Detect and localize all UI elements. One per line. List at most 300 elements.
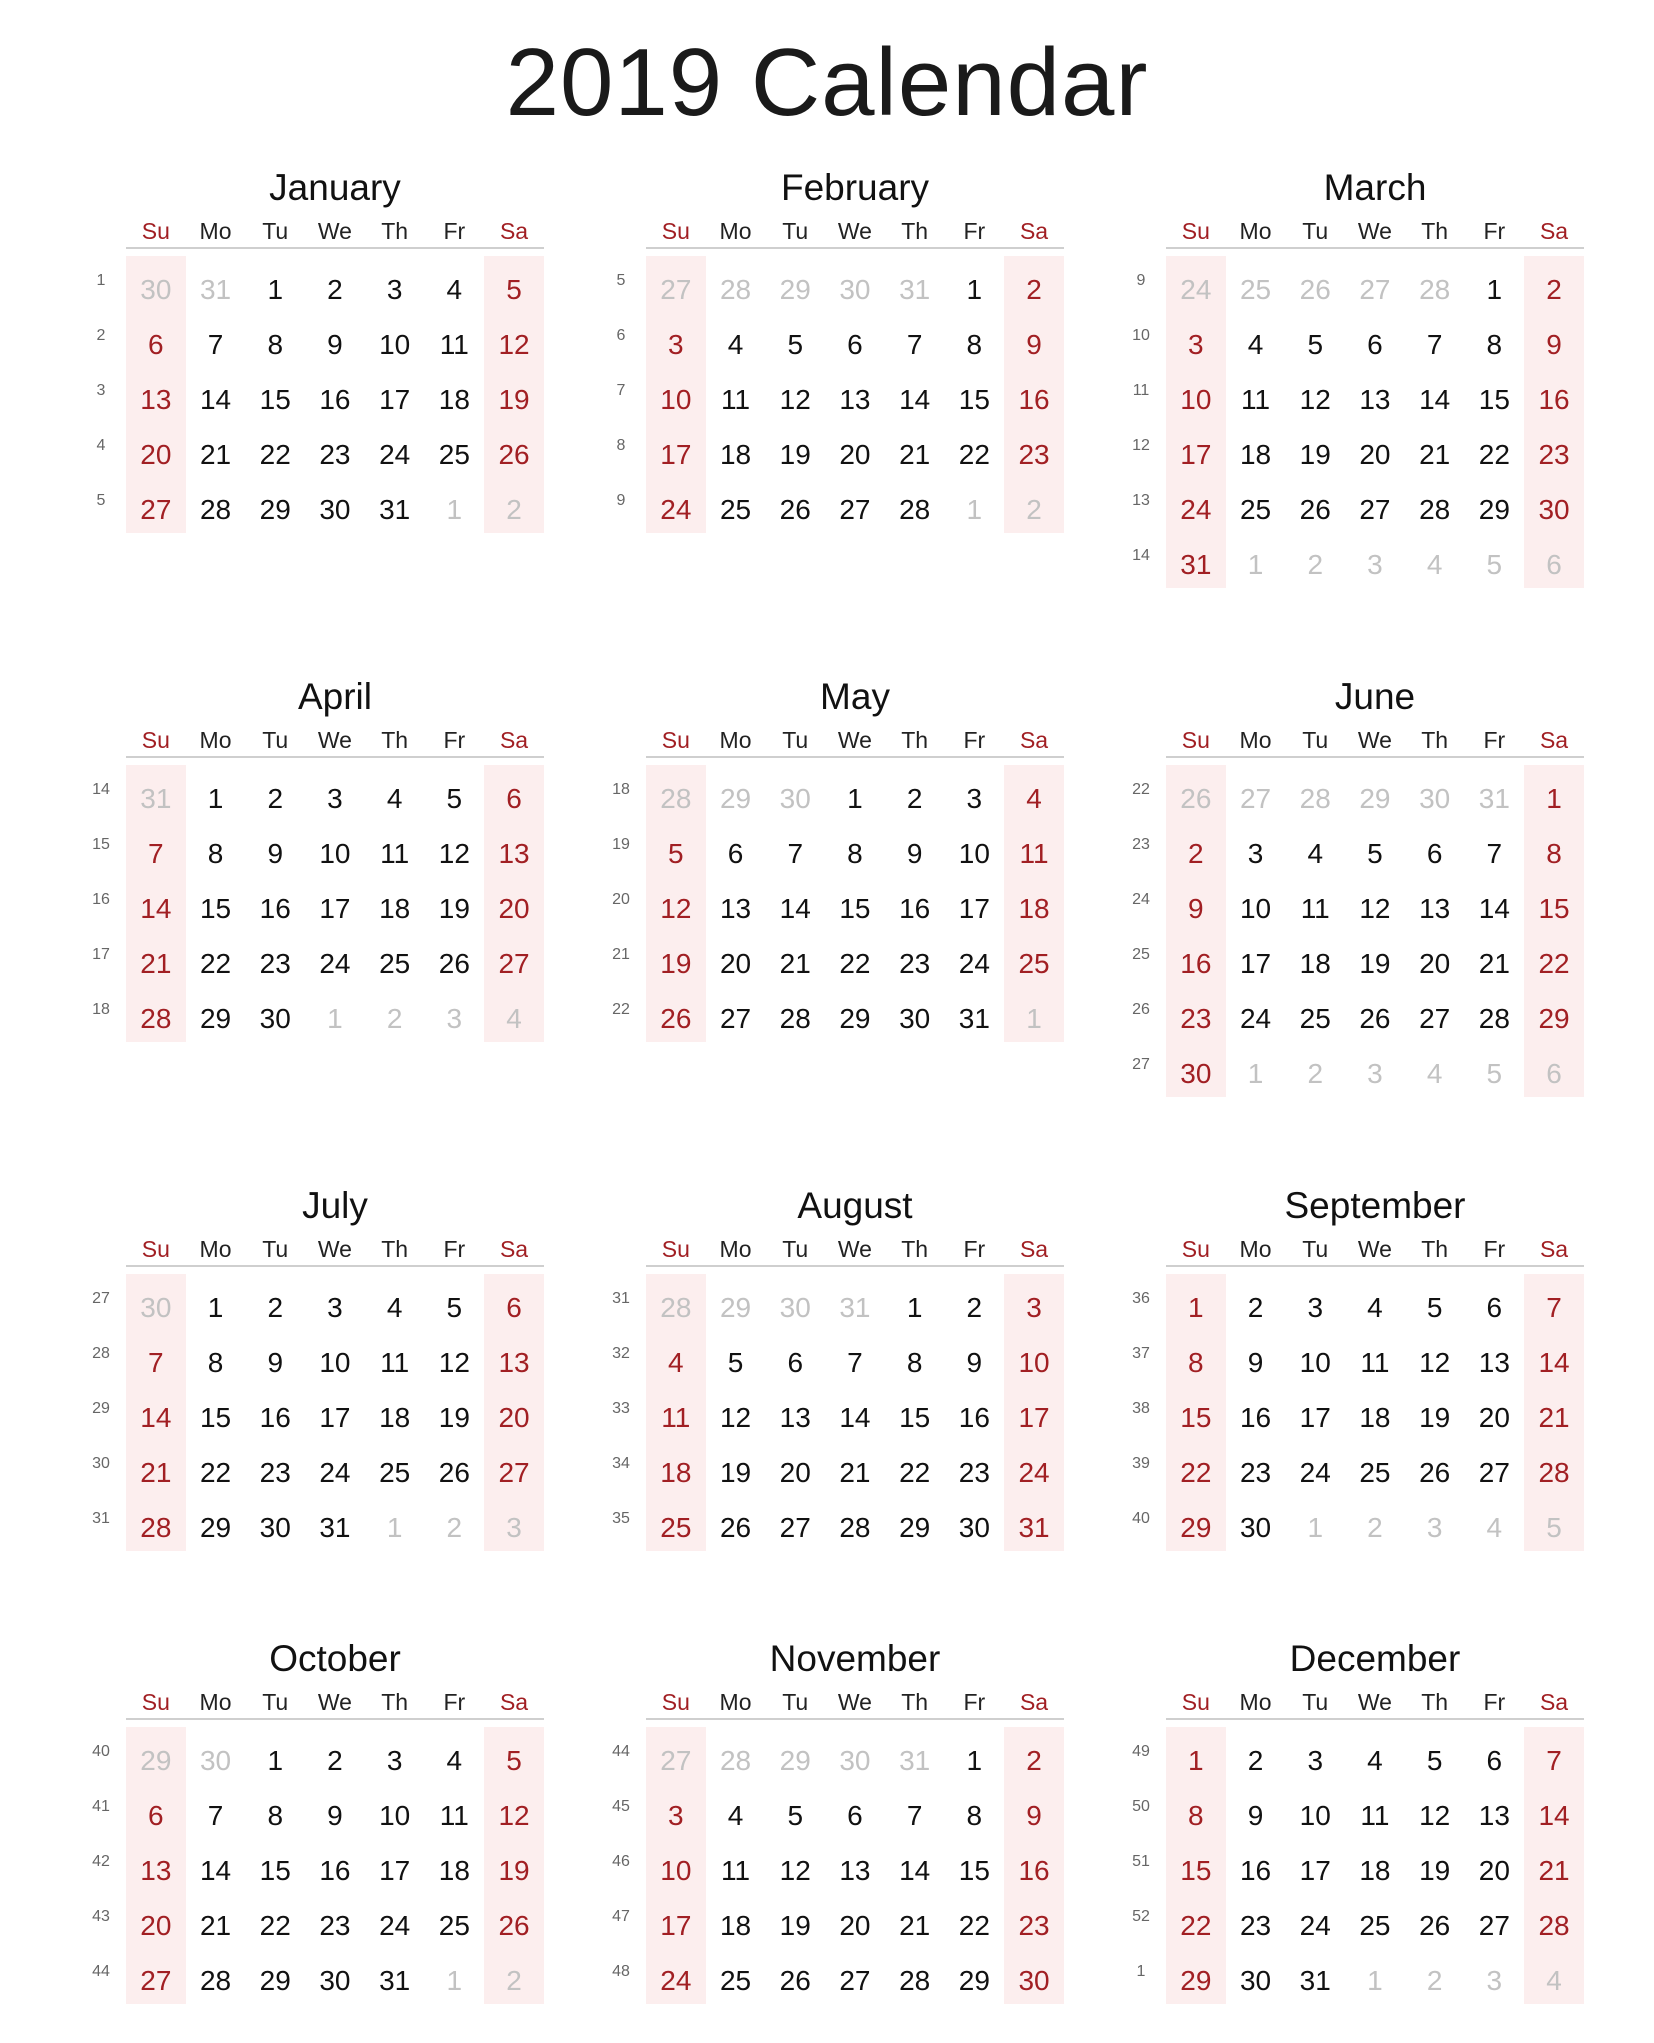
day-cell: 11 — [1240, 384, 1271, 415]
day-cell: 17 — [660, 1910, 692, 1941]
day-cell: 3 — [668, 329, 684, 360]
week-row — [606, 1953, 1066, 2009]
weekday-mo: Mo — [719, 1689, 752, 1715]
day-cell: 23 — [1239, 1910, 1272, 1941]
day-cell: 24 — [1018, 1457, 1050, 1488]
day-cell: 17 — [1180, 439, 1212, 470]
day-cell: 16 — [1180, 948, 1212, 979]
day-cell: 20 — [779, 1457, 811, 1488]
week-row — [86, 1843, 546, 1899]
day-cell: 29 — [899, 1512, 931, 1543]
day-cell: 8 — [966, 329, 983, 360]
day-cell: 7 — [148, 1347, 164, 1378]
week-number: 51 — [1132, 1853, 1150, 1870]
day-cell: 4 — [727, 329, 744, 360]
adjacent-month-day: 2 — [1026, 494, 1042, 525]
week-number: 48 — [612, 1963, 630, 1980]
weekday-tu: Tu — [262, 1236, 289, 1262]
day-cell: 4 — [1026, 783, 1042, 814]
adjacent-month-day: 5 — [1546, 1512, 1562, 1543]
day-cell: 6 — [148, 329, 164, 360]
week-number: 31 — [612, 1290, 630, 1307]
week-row — [606, 1390, 1066, 1446]
adjacent-month-day: 2 — [506, 1965, 522, 1996]
day-cell: 23 — [1018, 439, 1050, 470]
day-cell: 29 — [259, 1965, 291, 1996]
adjacent-month-day: 5 — [1486, 1058, 1503, 1089]
day-cell: 22 — [958, 1910, 990, 1941]
week-number: 18 — [92, 1001, 110, 1018]
day-cell: 5 — [787, 1800, 804, 1831]
day-cell: 14 — [899, 1855, 931, 1886]
day-cell: 7 — [207, 329, 224, 360]
week-row — [606, 1500, 1066, 1556]
day-cell: 19 — [498, 384, 530, 415]
adjacent-month-day: 3 — [1367, 1058, 1383, 1089]
day-cell: 25 — [379, 1457, 411, 1488]
day-cell: 6 — [148, 1800, 164, 1831]
day-cell: 29 — [259, 494, 291, 525]
adjacent-month-day: 2 — [1307, 1058, 1324, 1089]
day-cell: 18 — [660, 1457, 692, 1488]
day-cell: 28 — [839, 1512, 871, 1543]
day-cell: 8 — [267, 329, 284, 360]
day-cell: 11 — [380, 838, 410, 869]
day-cell: 5 — [668, 838, 684, 869]
day-cell: 18 — [1359, 1402, 1391, 1433]
day-cell: 23 — [1239, 1457, 1272, 1488]
week-row — [1126, 1898, 1586, 1954]
weekday-sa: Sa — [1539, 1236, 1569, 1262]
weekday-su: Su — [1181, 727, 1210, 753]
week-row — [606, 1280, 1066, 1336]
week-row — [86, 881, 546, 937]
week-number: 7 — [616, 382, 626, 399]
day-cell: 10 — [379, 1800, 411, 1831]
adjacent-month-day: 3 — [1367, 549, 1383, 580]
day-cell: 25 — [1359, 1457, 1391, 1488]
adjacent-month-day: 28 — [719, 1745, 752, 1776]
week-row — [606, 771, 1066, 827]
week-number: 18 — [612, 781, 630, 798]
day-cell: 13 — [1478, 1800, 1510, 1831]
adjacent-month-day: 24 — [1180, 274, 1212, 305]
day-cell: 24 — [660, 1965, 692, 1996]
day-cell: 25 — [1018, 948, 1050, 979]
day-cell: 17 — [1299, 1402, 1331, 1433]
week-row — [1126, 881, 1586, 937]
adjacent-month-day: 4 — [1546, 1965, 1562, 1996]
day-cell: 23 — [958, 1457, 990, 1488]
day-cell: 2 — [1247, 1292, 1264, 1323]
week-number: 32 — [612, 1345, 630, 1362]
weekday-header-row — [646, 215, 1064, 249]
day-cell: 9 — [1026, 1800, 1042, 1831]
week-number: 47 — [612, 1908, 630, 1925]
week-row — [1126, 1843, 1586, 1899]
week-row — [86, 482, 546, 538]
day-cell: 28 — [140, 1003, 172, 1034]
week-number: 1 — [1136, 1963, 1146, 1980]
weekday-tu: Tu — [1302, 1236, 1329, 1262]
day-cell: 18 — [438, 1855, 470, 1886]
week-row — [1126, 1445, 1586, 1501]
adjacent-month-day: 31 — [199, 274, 232, 305]
day-cell: 26 — [1419, 1910, 1451, 1941]
adjacent-month-day: 28 — [660, 783, 692, 814]
day-cell: 12 — [1299, 384, 1331, 415]
day-cell: 21 — [779, 948, 811, 979]
week-number: 39 — [1132, 1455, 1150, 1472]
week-number: 6 — [616, 327, 626, 344]
day-cell: 30 — [958, 1512, 990, 1543]
adjacent-month-day: 1 — [966, 494, 983, 525]
week-number: 25 — [1132, 946, 1150, 963]
day-cell: 16 — [319, 384, 351, 415]
day-cell: 25 — [438, 1910, 470, 1941]
day-cell: 12 — [660, 893, 692, 924]
day-cell: 27 — [839, 494, 871, 525]
day-cell: 27 — [1478, 1457, 1510, 1488]
weekday-we: We — [837, 218, 872, 244]
day-cell: 4 — [386, 783, 403, 814]
day-cell: 15 — [259, 384, 291, 415]
day-cell: 8 — [1188, 1347, 1204, 1378]
week-number: 33 — [612, 1400, 630, 1417]
day-cell: 19 — [719, 1457, 752, 1488]
weekday-sa: Sa — [1539, 1689, 1569, 1715]
day-cell: 17 — [379, 1855, 411, 1886]
day-cell: 22 — [1180, 1910, 1212, 1941]
day-cell: 11 — [1300, 893, 1330, 924]
day-cell: 2 — [1026, 274, 1042, 305]
adjacent-month-day: 30 — [839, 274, 871, 305]
day-cell: 27 — [1478, 1910, 1510, 1941]
day-cell: 31 — [379, 1965, 411, 1996]
weekday-th: Th — [381, 1689, 409, 1715]
day-cell: 13 — [839, 384, 871, 415]
day-cell: 1 — [207, 783, 224, 814]
week-number: 27 — [1132, 1056, 1150, 1073]
day-cell: 30 — [259, 1512, 291, 1543]
day-cell: 27 — [1359, 494, 1391, 525]
week-number: 5 — [96, 492, 106, 509]
weekday-th: Th — [381, 1236, 409, 1262]
day-cell: 13 — [140, 384, 172, 415]
week-row — [606, 1843, 1066, 1899]
week-number: 22 — [1132, 781, 1150, 798]
day-cell: 1 — [1188, 1745, 1204, 1776]
day-cell: 15 — [1478, 384, 1510, 415]
week-number: 36 — [1132, 1290, 1150, 1307]
day-cell: 5 — [1307, 329, 1324, 360]
day-cell: 10 — [958, 838, 990, 869]
week-row — [86, 936, 546, 992]
day-cell: 9 — [327, 1800, 343, 1831]
week-number: 15 — [92, 836, 110, 853]
day-cell: 22 — [1538, 948, 1570, 979]
day-cell: 1 — [966, 274, 983, 305]
day-cell: 7 — [906, 1800, 923, 1831]
adjacent-month-day: 1 — [1307, 1512, 1324, 1543]
weekday-sa: Sa — [499, 218, 529, 244]
day-cell: 28 — [899, 494, 931, 525]
day-cell: 23 — [1180, 1003, 1212, 1034]
day-cell: 19 — [498, 1855, 530, 1886]
adjacent-month-day: 27 — [660, 1745, 692, 1776]
day-cell: 26 — [779, 494, 811, 525]
weekday-header-row — [646, 1686, 1064, 1720]
day-cell: 22 — [259, 1910, 291, 1941]
adjacent-month-day: 31 — [899, 1745, 931, 1776]
weekday-th: Th — [381, 218, 409, 244]
week-number: 9 — [1136, 272, 1146, 289]
month-title: January — [269, 167, 401, 208]
week-number: 29 — [92, 1400, 110, 1417]
week-row — [86, 1445, 546, 1501]
day-cell: 7 — [847, 1347, 863, 1378]
day-cell: 8 — [906, 1347, 923, 1378]
adjacent-month-day: 28 — [660, 1292, 692, 1323]
weekday-header-row — [126, 1233, 544, 1267]
week-number: 35 — [612, 1510, 630, 1527]
day-cell: 15 — [899, 1402, 931, 1433]
day-cell: 19 — [1419, 1402, 1451, 1433]
week-number: 46 — [612, 1853, 630, 1870]
adjacent-month-day: 3 — [506, 1512, 522, 1543]
day-cell: 14 — [1478, 893, 1510, 924]
week-row — [1126, 427, 1586, 483]
day-cell: 15 — [1180, 1402, 1212, 1433]
weekday-mo: Mo — [1239, 727, 1272, 753]
month-title: June — [1334, 676, 1416, 717]
day-cell: 11 — [439, 1800, 469, 1831]
weekday-mo: Mo — [199, 727, 232, 753]
day-cell: 21 — [1538, 1855, 1570, 1886]
day-cell: 18 — [379, 893, 411, 924]
weekday-we: We — [837, 1689, 872, 1715]
day-cell: 22 — [899, 1457, 931, 1488]
day-cell: 17 — [319, 893, 351, 924]
weekday-we: We — [1357, 1689, 1392, 1715]
day-cell: 30 — [1018, 1965, 1050, 1996]
day-cell: 22 — [1180, 1457, 1212, 1488]
week-row — [1126, 991, 1586, 1047]
day-cell: 3 — [1307, 1745, 1324, 1776]
day-cell: 21 — [140, 1457, 172, 1488]
day-cell: 5 — [1367, 838, 1383, 869]
weekday-tu: Tu — [782, 1689, 809, 1715]
day-cell: 6 — [727, 838, 744, 869]
day-cell: 5 — [446, 783, 463, 814]
weekday-mo: Mo — [199, 218, 232, 244]
day-cell: 15 — [839, 893, 871, 924]
week-row — [86, 771, 546, 827]
week-row — [86, 262, 546, 318]
day-cell: 10 — [660, 1855, 692, 1886]
adjacent-month-day: 27 — [1359, 274, 1391, 305]
adjacent-month-day: 30 — [1419, 783, 1451, 814]
day-cell: 24 — [1180, 494, 1212, 525]
day-cell: 10 — [660, 384, 692, 415]
day-cell: 12 — [779, 1855, 811, 1886]
adjacent-month-day: 30 — [779, 783, 811, 814]
week-number: 37 — [1132, 1345, 1150, 1362]
week-row — [1126, 771, 1586, 827]
day-cell: 16 — [259, 1402, 291, 1433]
day-cell: 24 — [379, 439, 411, 470]
week-number: 28 — [92, 1345, 110, 1362]
week-number: 43 — [92, 1908, 110, 1925]
adjacent-month-day: 2 — [1367, 1512, 1383, 1543]
weekday-sa: Sa — [1019, 1689, 1049, 1715]
day-cell: 3 — [327, 1292, 343, 1323]
week-row — [1126, 936, 1586, 992]
adjacent-month-day: 28 — [719, 274, 752, 305]
day-cell: 7 — [1486, 838, 1503, 869]
week-row — [86, 427, 546, 483]
day-cell: 3 — [668, 1800, 684, 1831]
day-cell: 15 — [1180, 1855, 1212, 1886]
day-cell: 27 — [498, 1457, 530, 1488]
weekday-fr: Fr — [1483, 727, 1506, 753]
weekday-fr: Fr — [963, 727, 986, 753]
weekday-header-row — [1166, 1233, 1584, 1267]
day-cell: 17 — [958, 893, 990, 924]
month-title: September — [1284, 1185, 1466, 1226]
day-cell: 30 — [899, 1003, 931, 1034]
weekday-fr: Fr — [1483, 1689, 1506, 1715]
day-cell: 3 — [1307, 1292, 1324, 1323]
day-cell: 26 — [498, 439, 530, 470]
week-number: 11 — [1132, 382, 1150, 399]
day-cell: 17 — [1018, 1402, 1050, 1433]
adjacent-month-day: 4 — [1426, 549, 1443, 580]
week-row — [1126, 1500, 1586, 1556]
week-number: 10 — [1132, 327, 1150, 344]
week-number: 9 — [616, 492, 626, 509]
day-cell: 5 — [787, 329, 804, 360]
day-cell: 11 — [1019, 838, 1049, 869]
day-cell: 24 — [1239, 1003, 1272, 1034]
day-cell: 20 — [498, 1402, 530, 1433]
day-cell: 22 — [259, 439, 291, 470]
week-row — [606, 1445, 1066, 1501]
day-cell: 19 — [1299, 439, 1331, 470]
week-number: 26 — [1132, 1001, 1150, 1018]
weekday-fr: Fr — [443, 1236, 466, 1262]
day-cell: 19 — [779, 439, 811, 470]
day-cell: 1 — [1188, 1292, 1204, 1323]
weekday-su: Su — [661, 1689, 690, 1715]
day-cell: 19 — [438, 893, 470, 924]
week-row — [606, 1335, 1066, 1391]
day-cell: 14 — [1538, 1800, 1570, 1831]
day-cell: 19 — [438, 1402, 470, 1433]
day-cell: 18 — [379, 1402, 411, 1433]
week-row — [606, 427, 1066, 483]
day-cell: 13 — [498, 838, 530, 869]
day-cell: 10 — [319, 838, 351, 869]
month-title: April — [297, 676, 373, 717]
day-cell: 13 — [1359, 384, 1391, 415]
day-cell: 28 — [140, 1512, 172, 1543]
day-cell: 10 — [1299, 1800, 1331, 1831]
weekday-sa: Sa — [1019, 727, 1049, 753]
week-number: 17 — [92, 946, 110, 963]
weekday-tu: Tu — [782, 218, 809, 244]
week-number: 4 — [96, 437, 106, 454]
day-cell: 12 — [779, 384, 811, 415]
day-cell: 10 — [319, 1347, 351, 1378]
adjacent-month-day: 29 — [719, 783, 752, 814]
weekday-tu: Tu — [1302, 218, 1329, 244]
day-cell: 6 — [1486, 1292, 1503, 1323]
day-cell: 4 — [1247, 329, 1264, 360]
adjacent-month-day: 6 — [1546, 1058, 1562, 1089]
week-number: 24 — [1132, 891, 1150, 908]
day-cell: 9 — [1546, 329, 1562, 360]
day-cell: 14 — [1419, 384, 1451, 415]
day-cell: 24 — [958, 948, 990, 979]
day-cell: 21 — [899, 439, 931, 470]
weekday-mo: Mo — [1239, 1236, 1272, 1262]
day-cell: 8 — [207, 1347, 224, 1378]
day-cell: 4 — [446, 1745, 463, 1776]
day-cell: 20 — [498, 893, 530, 924]
weekday-th: Th — [1421, 1689, 1449, 1715]
weekday-su: Su — [141, 1236, 170, 1262]
day-cell: 26 — [1359, 1003, 1391, 1034]
weekday-we: We — [837, 727, 872, 753]
adjacent-month-day: 6 — [1546, 549, 1562, 580]
adjacent-month-day: 27 — [660, 274, 692, 305]
day-cell: 6 — [847, 329, 863, 360]
day-cell: 17 — [660, 439, 692, 470]
day-cell: 20 — [839, 1910, 871, 1941]
weekday-th: Th — [901, 1689, 929, 1715]
day-cell: 30 — [319, 494, 351, 525]
weekday-header-row — [646, 1233, 1064, 1267]
day-cell: 14 — [779, 893, 811, 924]
weekday-su: Su — [1181, 218, 1210, 244]
weekday-header-row — [1166, 1686, 1584, 1720]
day-cell: 12 — [498, 1800, 530, 1831]
weekday-su: Su — [661, 1236, 690, 1262]
day-cell: 21 — [199, 1910, 232, 1941]
week-number: 41 — [92, 1798, 110, 1815]
day-cell: 28 — [899, 1965, 931, 1996]
week-row — [1126, 1280, 1586, 1336]
weekday-we: We — [317, 727, 352, 753]
adjacent-month-day: 1 — [327, 1003, 343, 1034]
day-cell: 29 — [839, 1003, 871, 1034]
day-cell: 29 — [958, 1965, 990, 1996]
day-cell: 17 — [379, 384, 411, 415]
week-number: 40 — [92, 1743, 110, 1760]
adjacent-month-day: 1 — [1367, 1965, 1383, 1996]
week-row — [1126, 1953, 1586, 2009]
day-cell: 24 — [379, 1910, 411, 1941]
adjacent-month-day: 1 — [386, 1512, 403, 1543]
day-cell: 16 — [1018, 1855, 1050, 1886]
day-cell: 15 — [958, 384, 990, 415]
day-cell: 4 — [1307, 838, 1324, 869]
day-cell: 23 — [259, 1457, 291, 1488]
day-cell: 31 — [319, 1512, 351, 1543]
day-cell: 12 — [1419, 1347, 1451, 1378]
weekday-su: Su — [141, 218, 170, 244]
